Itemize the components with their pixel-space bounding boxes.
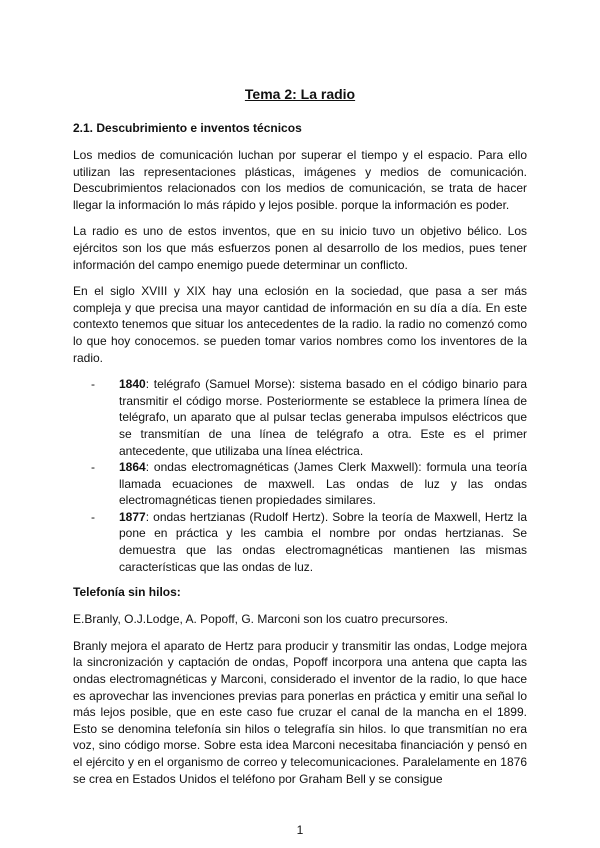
page-content: [73, 86, 527, 797]
antecedents-list: [73, 376, 527, 575]
paragraph-marconi: Branly mejora el aparato de Hertz para producir y transmitir las ondas, Lodge mejora la sincronización y captación de ondas, Popoff incorpora una antena que capta las ondas electromagnéticas y Marconi, considerado el inventor de la radio, lo que hace es aprovechar las invenciones previas para ponerlas en práctica y emitir una señal lo más lejos posible, que en este caso fue cruzar el canal de la mancha en el 1899. Esto se denomina telefonía sin hilos o telegrafía sin hilos. lo que transmitían no era voz, sino código morse. Sobre esta idea Marconi necesitaba financiación y pensó en el ejército y en el organismo de correo y telecomunicaciones. Paralelamente en 1876 se crea en Estados Unidos el teléfono por Graham Bell y se consigue: [73, 638, 527, 786]
subheading-wireless: Telefonía sin hilos:: [73, 585, 181, 600]
bullet-dash: -: [91, 377, 95, 392]
paragraph-precursors: E.Branly, O.J.Lodge, A. Popoff, G. Marconi son los cuatro precursores.: [73, 612, 449, 627]
list-item-text: : ondas electromagnéticas (James Clerk Maxwell): formula una teoría llamada ecuaciones de maxwell. Las ondas de luz y las ondas electromagnéticas tienen propiedades similares.: [119, 460, 527, 508]
paragraph-intro: Los medios de comunicación luchan por superar el tiempo y el espacio. Para ello utilizan las representaciones plásticas, imágenes y medios de comunicación. Descubrimientos relacionados con los medios de comunicación, se trata de hacer llegar la información lo más rápido y lejos posible. porque la información es poder.: [73, 148, 527, 212]
paragraph-context: En el siglo XVIII y XIX hay una eclosión en la sociedad, que pasa a ser más compleja y que precisa una mayor cantidad de información en su día a día. En este contexto tenemos que situar los antecedentes de la radio. la radio no comenzó como lo que hoy conocemos. se pueden tomar varios nombres como los inventores de la radio.: [73, 284, 527, 365]
list-item: [91, 459, 527, 509]
page-title: Tema 2: La radio: [244, 86, 356, 102]
list-item-text: : telégrafo (Samuel Morse): sistema basado en el código binario para transmitir el código morse. Posteriormente se establece la primera línea de telégrafo, un aparato que al pulsar teclas generaba impulsos eléctricos que se transmitían de una línea de telégrafo a otra. Este es el primer antecedente, que utilizaba una línea eléctrica.: [119, 377, 527, 458]
list-item: [91, 376, 527, 459]
list-item-text: : ondas hertzianas (Rudolf Hertz). Sobre la teoría de Maxwell, Hertz la pone en práctica y les cambia el nombre por ondas hertzianas. Se demuestra que las ondas electromagnéticas mantienen las mismas características que las ondas de luz.: [119, 509, 527, 574]
bullet-dash: -: [91, 509, 95, 524]
bullet-dash: -: [91, 460, 95, 475]
page-number: 1: [296, 823, 304, 837]
list-item: [91, 509, 527, 575]
list-item-year: 1877: [119, 509, 146, 524]
section-heading: 2.1. Descubrimiento e inventos técnicos: [73, 121, 302, 135]
list-item-year: 1864: [119, 460, 146, 475]
paragraph-radio-origin: La radio es uno de estos inventos, que en su inicio tuvo un objetivo bélico. Los ejércitos son los que más esfuerzos ponen al desarrollo de los medios, pues tener información del campo enemigo puede determinar un conflicto.: [73, 224, 527, 272]
list-item-year: 1840: [119, 377, 146, 392]
